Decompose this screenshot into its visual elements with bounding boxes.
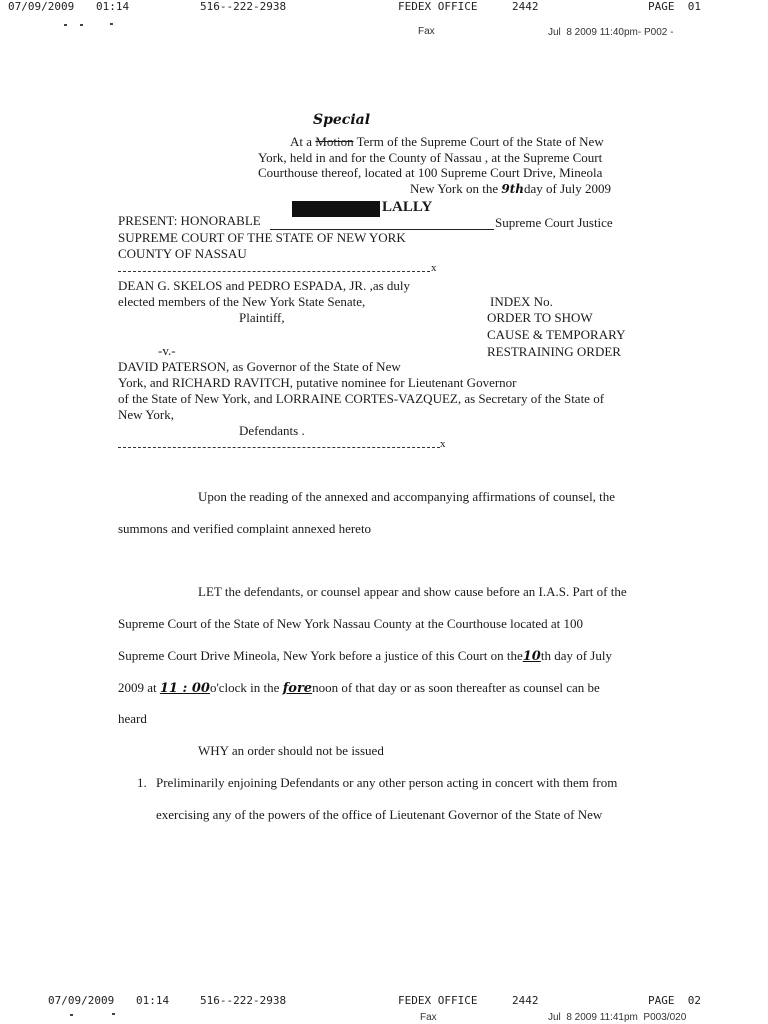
fax-stamp: Jul 8 2009 11:40pm- P002 - bbox=[548, 27, 674, 38]
defendant-role: Defendants . bbox=[239, 423, 305, 438]
handwritten-time: 11 : 00 bbox=[159, 681, 210, 696]
order-line-5: heard bbox=[118, 711, 147, 726]
scan-speck bbox=[64, 24, 67, 26]
caption-line-4: New York on the 9thday of July 2009 bbox=[410, 181, 612, 196]
item-1-number: 1. bbox=[137, 775, 147, 790]
fax-page: PAGE 01 bbox=[648, 0, 701, 13]
fax-label: Fax bbox=[418, 26, 435, 37]
recital-line-2: summons and verified complaint annexed hereto bbox=[118, 521, 372, 536]
plaintiffs-line-2: elected members of the New York State Senate, bbox=[118, 294, 366, 309]
judge-stamp-lally: LALLY bbox=[382, 199, 433, 215]
versus: -v.- bbox=[158, 343, 176, 358]
index-number-label: INDEX No. bbox=[490, 294, 553, 309]
order-line-4: 2009 at 11 : 00o'clock in the forenoon of that day or as soon thereafter as counsel can be bbox=[118, 680, 600, 696]
separator-end-x: x bbox=[431, 262, 437, 274]
item-1-line-2: exercising any of the powers of the office of Lieutenant Governor of the State of New bbox=[156, 807, 603, 822]
document-title-line-2: CAUSE & TEMPORARY bbox=[487, 327, 626, 342]
why-clause: WHY an order should not be issued bbox=[198, 743, 384, 758]
defendants-line-1: DAVID PATERSON, as Governor of the State of New bbox=[118, 359, 401, 374]
fax-sender: FEDEX OFFICE bbox=[398, 0, 478, 13]
scan-speck bbox=[80, 24, 83, 26]
separator-end-x: x bbox=[440, 438, 446, 450]
defendants-line-4: New York, bbox=[118, 407, 174, 422]
caption-separator-top bbox=[118, 271, 430, 272]
document-title-line-3: RESTRAINING ORDER bbox=[487, 344, 621, 359]
order-line-3: Supreme Court Drive Mineola, New York before a justice of this Court on the10th day of July bbox=[118, 648, 612, 664]
handwritten-date: 10 bbox=[522, 649, 541, 664]
caption-separator-bottom bbox=[118, 447, 440, 448]
handwritten-forenoon: fore bbox=[282, 681, 313, 696]
handwritten-special: Special bbox=[313, 112, 371, 128]
scan-speck bbox=[110, 23, 113, 25]
caption-line-2: York, held in and for the County of Nassau , at the Supreme Court bbox=[258, 150, 603, 165]
present-label: PRESENT: HONORABLE bbox=[118, 213, 261, 228]
county-name: COUNTY OF NASSAU bbox=[118, 246, 247, 261]
order-line-1: LET the defendants, or counsel appear and show cause before an I.A.S. Part of the bbox=[198, 584, 627, 599]
defendants-line-2: York, and RICHARD RAVITCH, putative nominee for Lieutenant Governor bbox=[118, 375, 517, 390]
plaintiffs-line-1: DEAN G. SKELOS and PEDRO ESPADA, JR. ,as duly bbox=[118, 278, 411, 293]
justice-title: Supreme Court Justice bbox=[495, 215, 613, 230]
document-title-line-1: ORDER TO SHOW bbox=[487, 310, 593, 325]
fax-stamp: Jul 8 2009 11:41pm P003/020 bbox=[548, 1012, 687, 1023]
fax-code: 2442 bbox=[512, 0, 539, 13]
struck-motion: Motion bbox=[315, 134, 354, 149]
fax-time: 01:14 bbox=[136, 994, 170, 1007]
recital-line-1: Upon the reading of the annexed and accompanying affirmations of counsel, the bbox=[198, 489, 616, 504]
fax-phone: 516--222-2938 bbox=[200, 994, 287, 1007]
fax-date: 07/09/2009 bbox=[8, 0, 75, 13]
judge-name-stamp bbox=[292, 201, 380, 217]
handwritten-day: 9th bbox=[501, 182, 524, 196]
defendants-line-3: of the State of New York, and LORRAINE CORTES-VAZQUEZ, as Secretary of the State of bbox=[118, 391, 605, 406]
fax-time: 01:14 bbox=[96, 0, 130, 13]
fax-page: PAGE 02 bbox=[648, 994, 701, 1007]
fax-sender: FEDEX OFFICE bbox=[398, 994, 478, 1007]
scan-speck bbox=[112, 1013, 115, 1015]
caption-line-3: Courthouse thereof, located at 100 Supreme Court Drive, Mineola bbox=[258, 165, 603, 180]
caption-line-1: At a Motion Term of the Supreme Court of the State of New bbox=[290, 134, 604, 149]
scan-speck bbox=[70, 1014, 73, 1016]
plaintiff-role: Plaintiff, bbox=[239, 310, 285, 325]
fax-code: 2442 bbox=[512, 994, 539, 1007]
court-name: SUPREME COURT OF THE STATE OF NEW YORK bbox=[118, 230, 406, 245]
fax-phone: 516--222-2938 bbox=[200, 0, 287, 13]
fax-label: Fax bbox=[420, 1012, 437, 1023]
fax-date: 07/09/2009 bbox=[48, 994, 115, 1007]
order-line-2: Supreme Court of the State of New York Nassau County at the Courthouse located at 100 bbox=[118, 616, 584, 631]
item-1-line-1: Preliminarily enjoining Defendants or any other person acting in concert with them from bbox=[156, 775, 618, 790]
